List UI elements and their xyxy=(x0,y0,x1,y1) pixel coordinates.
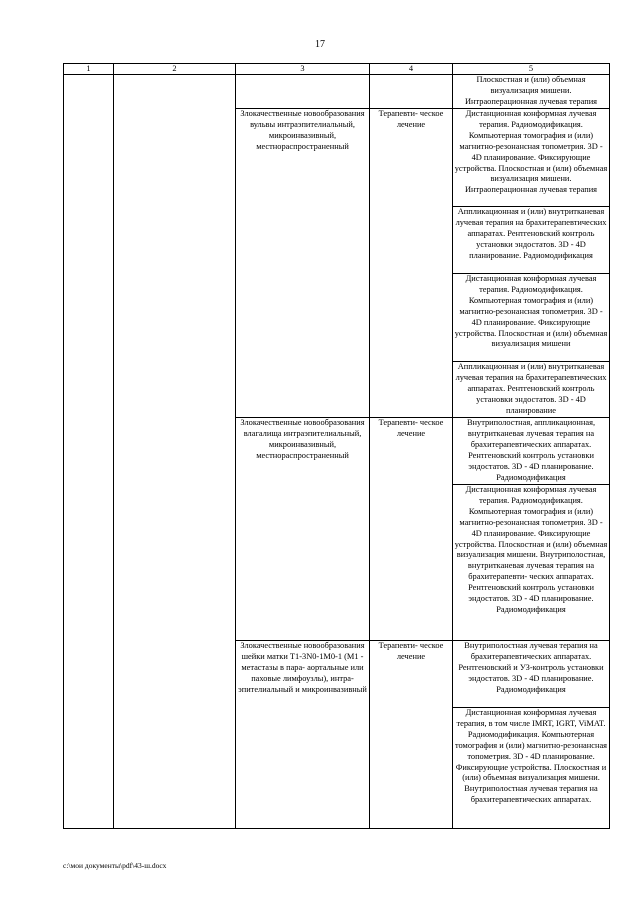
file-path-footer: c:\мои документы\pdf\43-ш.docx xyxy=(63,861,167,870)
table-row xyxy=(64,75,610,109)
treatment-table xyxy=(63,63,610,829)
method-cell: Аппликационная и (или) внутритканевая лучевая терапия на брахитерапевтических аппаратах. Рентгеновский контроль установки эндостатов. 3D - 4D планирование xyxy=(453,362,610,418)
method-cell: Дистанционная конформная лучевая терапия. Радиомодификация. Компьютерная томография и (или) магнитно-резонансная топометрия. 3D - 4D планирование. Фиксирующие устройства. Плоскостная и (или) объемная визуализация мишени xyxy=(453,274,610,362)
treatment-type-cell: Терапевти- ческое лечение xyxy=(370,641,453,829)
diagnosis-cell xyxy=(236,75,370,109)
diagnosis-cell: Злокачественные новообразования влагалища интраэпителиальный, микроинвазивный, местнораспространенный xyxy=(236,418,370,641)
header-cell: 5 xyxy=(453,64,610,75)
method-cell: Внутриполостная, аппликационная, внутритканевая лучевая терапия на брахитерапевтических аппаратах. Рентгеновский контроль установки эндостатов. 3D - 4D планирование. Радиомодификация xyxy=(453,418,610,485)
header-cell: 4 xyxy=(370,64,453,75)
method-cell: Дистанционная конформная лучевая терапия, в том числе IMRT, IGRT, ViMAT. Радиомодификация. Компьютерная томография и (или) магнитно-резонансная топометрия. 3D - 4D планирование. Фиксирующие устройства. Плоскостная и (или) объемная визуализация мишени. Внутриполостная лучевая терапия на брахитерапевтических аппаратах. xyxy=(453,708,610,829)
treatment-type-cell: Терапевти- ческое лечение xyxy=(370,418,453,641)
header-cell: 3 xyxy=(236,64,370,75)
col2-cell xyxy=(114,75,236,829)
page-number: 17 xyxy=(315,39,325,50)
header-cell: 2 xyxy=(114,64,236,75)
diagnosis-cell: Злокачественные новообразования шейки матки T1-3N0-1M0-1 (M1 - метастазы в пара- аортальные или паховые лимфоузлы), интра- эпителиальный и микроинвазивный xyxy=(236,641,370,829)
method-cell: Дистанционная конформная лучевая терапия. Радиомодификация. Компьютерная томография и (или) магнитно-резонансная топометрия. 3D - 4D планирование. Фиксирующие устройства. Плоскостная и (или) объемная визуализация мишени. Интраоперационная лучевая терапия xyxy=(453,109,610,207)
method-cell: Аппликационная и (или) внутритканевая лучевая терапия на брахитерапевтических аппаратах. Рентгеновский контроль установки эндостатов. 3D - 4D планирование. Радиомодификация xyxy=(453,207,610,274)
treatment-type-cell xyxy=(370,75,453,109)
method-cell: Внутриполостная лучевая терапия на брахитерапевтических аппаратах. Рентгеновский и УЗ-контроль установки эндостатов. 3D - 4D планирование. Радиомодификация xyxy=(453,641,610,708)
header-cell: 1 xyxy=(64,64,114,75)
diagnosis-cell: Злокачественные новообразования вульвы интраэпителиальный, микроинвазивный, местнораспространенный xyxy=(236,109,370,418)
method-cell: Дистанционная конформная лучевая терапия. Радиомодификация. Компьютерная томография и (или) магнитно-резонансная топометрия. 3D - 4D планирование. Фиксирующие устройства. Плоскостная и (или) объемная визуализация мишени. Внутриполостная, внутритканевая лучевая терапия на брахитерапевти- ческих аппаратах. Рентгеновский контроль установки эндостатов. 3D - 4D планирование. Радиомодификация xyxy=(453,485,610,641)
treatment-type-cell: Терапевти- ческое лечение xyxy=(370,109,453,418)
table-header-row xyxy=(64,64,610,75)
col1-cell xyxy=(64,75,114,829)
method-cell: Плоскостная и (или) объемная визуализация мишени. Интраоперационная лучевая терапия xyxy=(453,75,610,109)
